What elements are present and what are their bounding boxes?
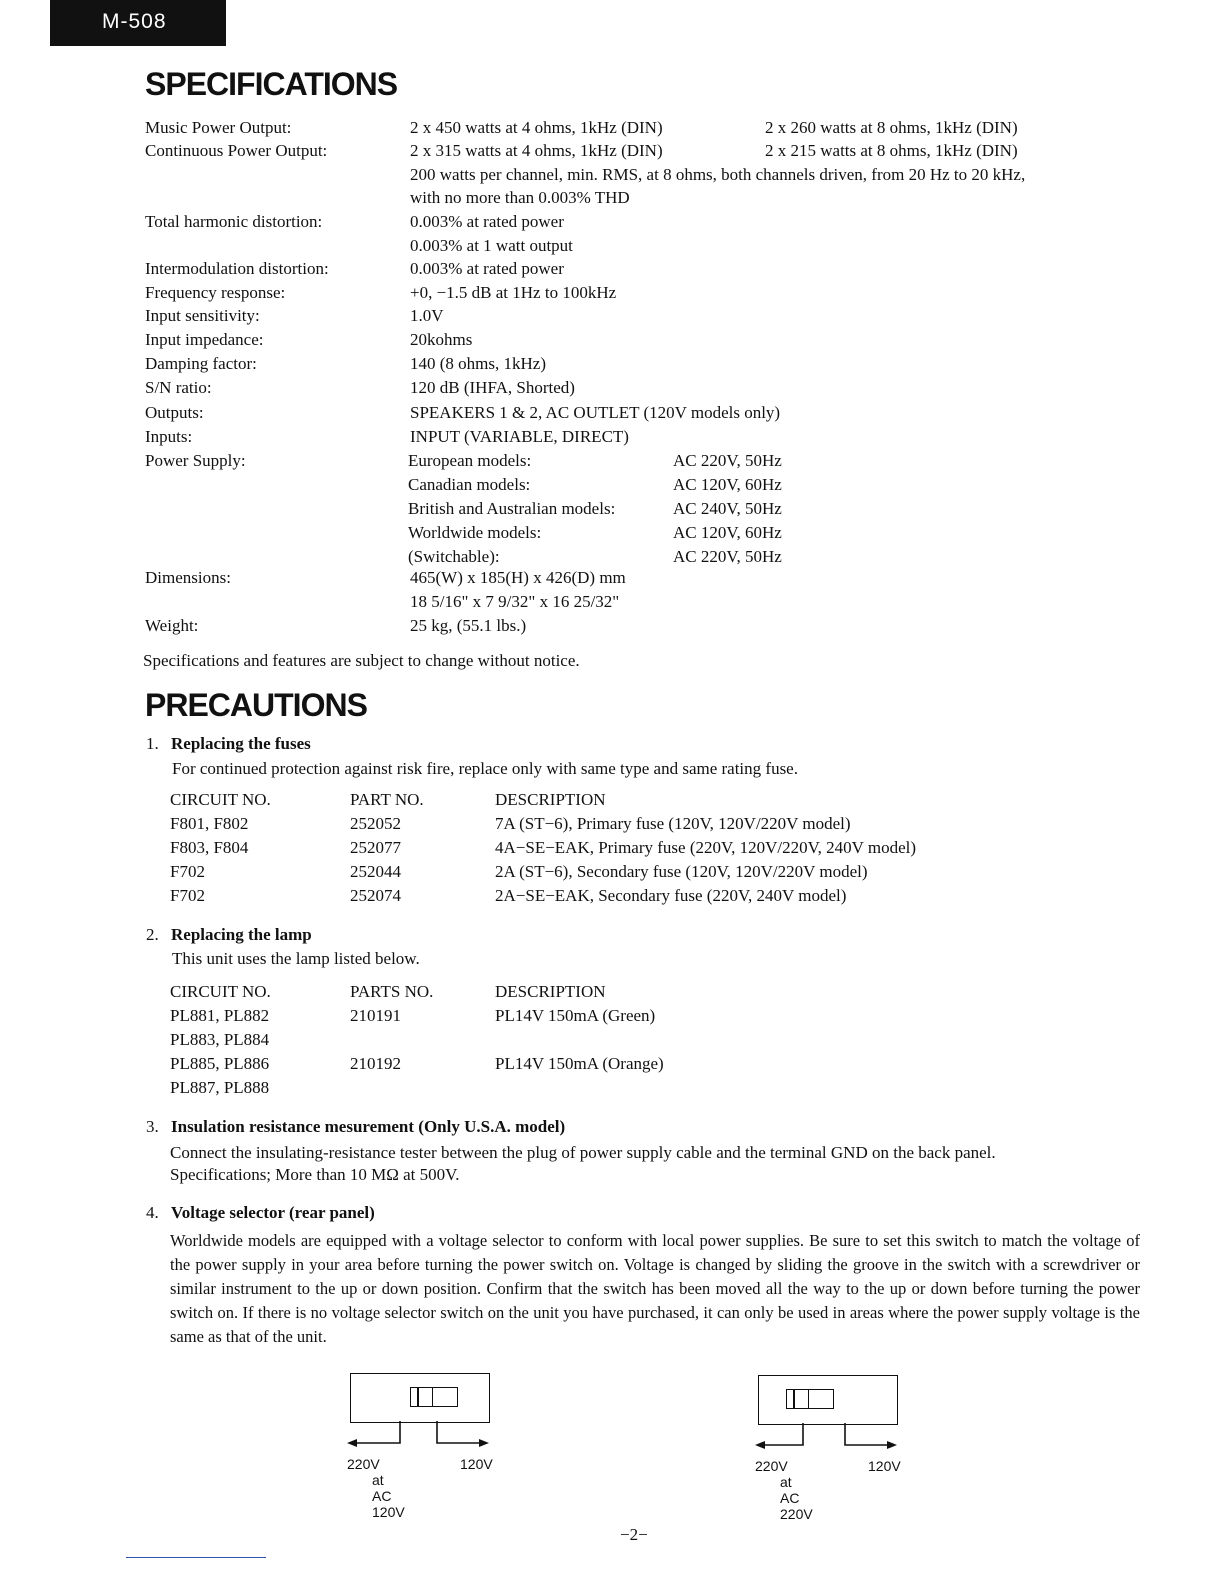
power-supply-model: European models:: [408, 451, 532, 470]
specifications-heading: SPECIFICATIONS: [145, 66, 398, 102]
table-cell: 210191: [350, 1006, 401, 1025]
section-number: 3.: [146, 1117, 159, 1136]
spec-value: 2 x 450 watts at 4 ohms, 1kHz (DIN): [410, 118, 663, 137]
spec-label: Inputs:: [145, 427, 193, 446]
spec-value: 0.003% at rated power: [410, 212, 564, 231]
section-title: Replacing the lamp: [171, 925, 312, 944]
table-cell: 252074: [350, 886, 401, 905]
spec-value: 20kohms: [410, 330, 473, 349]
spec-label: Outputs:: [145, 403, 204, 422]
power-supply-model: British and Australian models:: [408, 499, 616, 518]
spec-label: Damping factor:: [145, 354, 257, 373]
voltage-label-left: 220V: [755, 1458, 788, 1474]
footer-divider: [126, 1557, 266, 1558]
power-supply-rating: AC 220V, 50Hz: [673, 547, 782, 566]
model-tab: [50, 0, 226, 46]
power-supply-rating: AC 120V, 60Hz: [673, 475, 782, 494]
table-cell: F801, F802: [170, 814, 249, 833]
column-header: CIRCUIT NO.: [170, 790, 271, 809]
power-supply-model: Canadian models:: [408, 475, 531, 494]
spec-value: 2 x 315 watts at 4 ohms, 1kHz (DIN): [410, 141, 663, 160]
section-number: 2.: [146, 925, 159, 944]
spec-label: Total harmonic distortion:: [145, 212, 323, 231]
precautions-heading: PRECAUTIONS: [145, 687, 367, 723]
section-number: 1.: [146, 734, 159, 753]
section-title: Replacing the fuses: [171, 734, 311, 753]
table-cell: PL885, PL886: [170, 1054, 270, 1073]
dimensions-imperial: 18 5/16" x 7 9/32" x 16 25/32": [410, 592, 620, 611]
column-header: PARTS NO.: [350, 982, 434, 1001]
table-cell: PL14V 150mA (Orange): [495, 1054, 664, 1073]
section-title: Voltage selector (rear panel): [171, 1203, 375, 1222]
spec-label: Music Power Output:: [145, 118, 292, 137]
spec-value: 0.003% at rated power: [410, 259, 564, 278]
spec-value: 0.003% at 1 watt output: [410, 236, 573, 255]
spec-label: Input impedance:: [145, 330, 264, 349]
table-cell: 2A−SE−EAK, Secondary fuse (220V, 240V model): [495, 886, 847, 905]
spec-value: 200 watts per channel, min. RMS, at 8 ohms, both channels driven, from 20 Hz to 20 kHz,: [410, 165, 1026, 184]
spec-value-secondary: 2 x 215 watts at 8 ohms, 1kHz (DIN): [765, 141, 1018, 160]
table-cell: F803, F804: [170, 838, 249, 857]
voltage-switch-icon: [410, 1387, 458, 1407]
insulation-text: Connect the insulating-resistance tester between the plug of power supply cable and the terminal GND on the back panel.: [170, 1143, 996, 1162]
power-supply-rating: AC 120V, 60Hz: [673, 523, 782, 542]
table-cell: PL881, PL882: [170, 1006, 270, 1025]
section-title: Insulation resistance mesurement (Only U.S.A. model): [171, 1117, 566, 1136]
table-cell: 252077: [350, 838, 401, 857]
spec-note: Specifications and features are subject to change without notice.: [143, 651, 580, 670]
weight-label: Weight:: [145, 616, 199, 635]
table-cell: PL883, PL884: [170, 1030, 270, 1049]
model-label: M-508: [102, 10, 167, 33]
section-number: 4.: [146, 1203, 159, 1222]
table-cell: 4A−SE−EAK, Primary fuse (220V, 120V/220V, 240V model): [495, 838, 917, 857]
switch-direction-arrows-icon: [753, 1423, 913, 1459]
spec-value: INPUT (VARIABLE, DIRECT): [410, 427, 629, 446]
spec-label: Frequency response:: [145, 283, 286, 302]
voltage-label-right: 120V: [460, 1456, 493, 1472]
power-supply-rating: AC 240V, 50Hz: [673, 499, 782, 518]
spec-value: SPEAKERS 1 & 2, AC OUTLET (120V models only): [410, 403, 781, 422]
power-supply-row: [408, 451, 782, 471]
table-cell: 210192: [350, 1054, 401, 1073]
column-header: CIRCUIT NO.: [170, 982, 271, 1001]
power-supply-row: [408, 547, 782, 567]
voltage-label-left: 220V: [347, 1456, 380, 1472]
power-supply-rating: AC 220V, 50Hz: [673, 451, 782, 470]
table-cell: PL14V 150mA (Green): [495, 1006, 656, 1025]
power-supply-row: [408, 523, 782, 543]
dimensions-label: Dimensions:: [145, 568, 231, 587]
spec-label: Intermodulation distortion:: [145, 259, 329, 278]
power-supply-row: [408, 499, 782, 519]
switch-direction-arrows-icon: [345, 1421, 505, 1457]
fuses-intro: For continued protection against risk fire, replace only with same type and same rating fuse.: [172, 759, 798, 778]
lamp-intro: This unit uses the lamp listed below.: [172, 949, 420, 968]
voltage-instructions: Worldwide models are equipped with a voltage selector to conform with local power supplies. Be sure to set this switch to match the voltage of the power supply in your area before turning the power switch on. Voltage is changed by sliding the groove in the switch with a screwdriver or similar instrument to the up or down position. Confirm that the switch has been moved all the way to the up or down before turning the power switch on. If there is no voltage selector switch on the unit you have purchased, it can only be used in areas where the power supply voltage is the same as that of the unit.: [170, 1231, 1140, 1346]
page-number: −2−: [620, 1525, 648, 1544]
voltage-switch-icon: [786, 1389, 834, 1409]
table-cell: F702: [170, 886, 205, 905]
weight-value: 25 kg, (55.1 lbs.): [410, 616, 527, 635]
table-cell: PL887, PL888: [170, 1078, 270, 1097]
spec-value: 1.0V: [410, 306, 444, 325]
table-cell: 252052: [350, 814, 401, 833]
column-header: DESCRIPTION: [495, 790, 606, 809]
column-header: DESCRIPTION: [495, 982, 606, 1001]
power-supply-label: Power Supply:: [145, 451, 246, 470]
spec-value: 140 (8 ohms, 1kHz): [410, 354, 546, 373]
spec-value-secondary: 2 x 260 watts at 8 ohms, 1kHz (DIN): [765, 118, 1018, 137]
insulation-spec: Specifications; More than 10 MΩ at 500V.: [170, 1165, 460, 1184]
power-supply-model: (Switchable):: [408, 547, 500, 566]
power-supply-model: Worldwide models:: [408, 523, 542, 542]
spec-label: Continuous Power Output:: [145, 141, 328, 160]
spec-label: Input sensitivity:: [145, 306, 260, 325]
spec-value: +0, −1.5 dB at 1Hz to 100kHz: [410, 283, 617, 302]
table-cell: 252044: [350, 862, 401, 881]
column-header: PART NO.: [350, 790, 424, 809]
spec-value: 120 dB (IHFA, Shorted): [410, 378, 575, 397]
voltage-label-right: 120V: [868, 1458, 901, 1474]
spec-label: S/N ratio:: [145, 378, 212, 397]
table-cell: 2A (ST−6), Secondary fuse (120V, 120V/220V model): [495, 862, 868, 881]
power-supply-row: [408, 475, 782, 495]
spec-value: with no more than 0.003% THD: [410, 188, 630, 207]
table-cell: 7A (ST−6), Primary fuse (120V, 120V/220V model): [495, 814, 851, 833]
table-cell: F702: [170, 862, 205, 881]
dimensions-metric: 465(W) x 185(H) x 426(D) mm: [410, 568, 626, 587]
diagram-caption: at AC 220V: [780, 1474, 813, 1522]
diagram-caption: at AC 120V: [372, 1472, 405, 1520]
